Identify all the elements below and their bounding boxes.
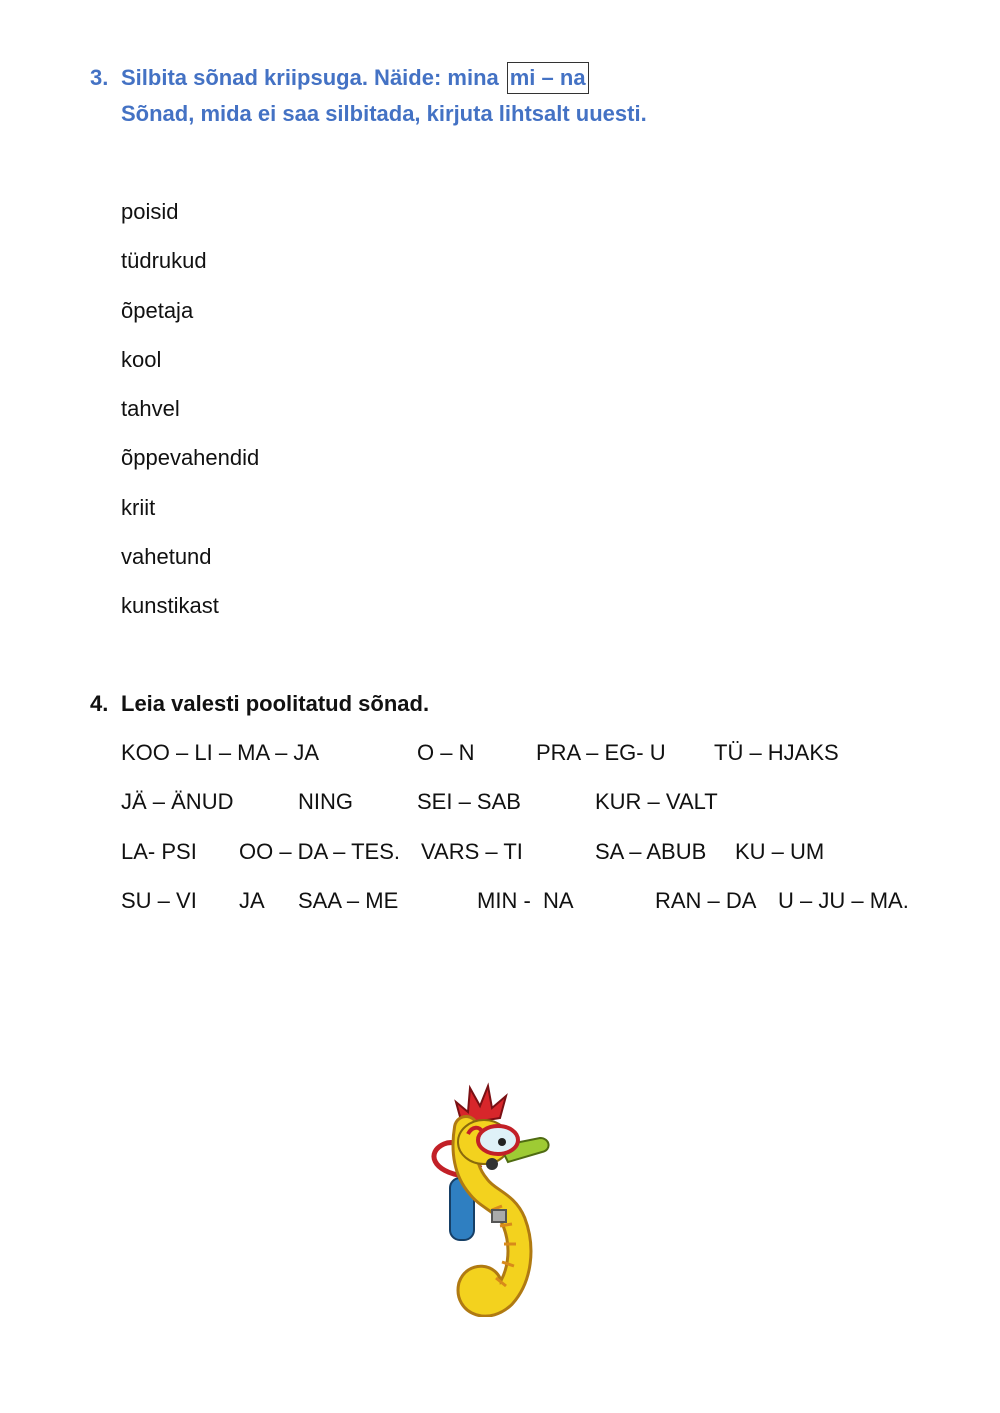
syllable-token: O – N [417,740,475,765]
task-3-subinstruction: Sõnad, mida ei saa silbitada, kirjuta lihtsalt uuesti. [121,101,647,126]
syllable-token: KOO – LI – MA – JA [121,740,320,765]
syllable-token: TÜ – HJAKS [714,740,839,765]
task-4-heading [90,686,429,722]
word-item: poisid [121,199,179,224]
syllable-token: SEI – SAB [417,789,521,814]
syllable-token: LA- PSI [121,839,197,864]
task-3-number: 3. [90,65,109,90]
word-item: kriit [121,494,156,520]
example-box: mi – na [507,62,589,94]
word-item: kool [121,346,162,372]
word-item: õppevahendid [121,445,260,471]
task-4-instruction: Leia valesti poolitatud sõnad. [121,691,430,716]
word-item: vahetund [121,544,212,570]
syllable-token: KUR – VALT [595,789,718,814]
syllable-token: MIN - NA [477,888,574,913]
syllable-token: JA [239,888,265,913]
task-3-heading [90,60,589,96]
syllable-token: NING [298,789,353,814]
syllable-token: SU – VI [121,888,197,913]
syllable-row-1 [0,733,1000,773]
syllable-token: OO – DA – TES. [239,839,400,864]
syllable-token: U – JU – MA. [778,888,909,913]
task-3-instruction: Silbita sõnad kriipsuga. Näide: mina [121,65,499,90]
task-4-number: 4. [90,691,109,716]
word-item: tüdrukud [121,248,207,274]
syllable-token: SAA – ME [298,888,399,913]
syllable-token: JÄ – ÄNUD [121,789,234,814]
syllable-row-3 [0,832,1000,872]
word-item: kunstikast [121,593,219,619]
word-item: õpetaja [121,297,194,323]
syllable-token: PRA – EG- U [536,740,666,765]
word-item: tahvel [121,396,180,422]
syllable-row-4 [0,881,1000,921]
syllable-token: KU – UM [735,839,825,864]
task-3-word-list [121,192,259,636]
seahorse-diver-icon [422,1082,562,1317]
syllable-row-2 [0,782,1000,822]
syllable-token: SA – ABUB [595,839,707,864]
syllable-token: RAN – DA [655,888,757,913]
syllable-token: VARS – TI [421,839,523,864]
